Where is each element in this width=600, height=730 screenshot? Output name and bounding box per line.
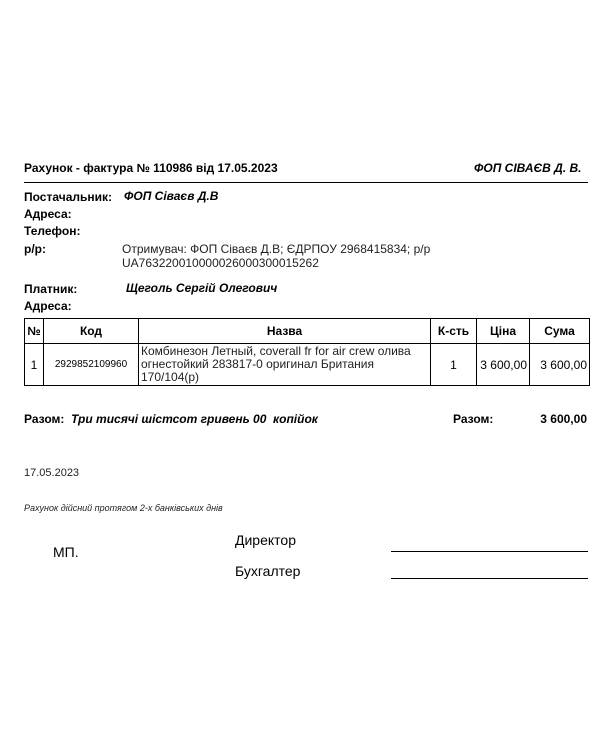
total-words-value: Три тисячі шістсот гривень 00 копійок: [71, 412, 318, 426]
seller-header: ФОП СІВАЄВ Д. В.: [474, 161, 582, 175]
row-price: 3 600,00: [477, 344, 530, 386]
accountant-label: Бухгалтер: [235, 563, 301, 579]
row-sum: 3 600,00: [530, 344, 590, 386]
header-price: Ціна: [477, 319, 530, 344]
supplier-value: ФОП Сіваєв Д.В: [124, 189, 219, 203]
payer-label: Платник:: [24, 282, 78, 296]
header-name: Назва: [139, 319, 431, 344]
table-row: [25, 344, 590, 386]
total-sum-value: 3 600,00: [540, 412, 587, 426]
payer-value: Щеголь Сергій Олегович: [126, 281, 278, 295]
total-sum-label: Разом:: [453, 412, 494, 426]
stamp-label: МП.: [53, 544, 79, 560]
header-sum: Сума: [530, 319, 590, 344]
supplier-label: Постачальник:: [24, 190, 112, 204]
items-table: [24, 318, 590, 386]
row-name: Комбинезон Летный, coverall fr for air crew олива огнестойкий 283817-0 оригинал Британия 170/104(р): [139, 344, 431, 386]
director-label: Директор: [235, 532, 296, 548]
footer-date: 17.05.2023: [24, 467, 80, 479]
table-header-row: [25, 319, 590, 344]
row-qty: 1: [431, 344, 477, 386]
supplier-phone-label: Телефон:: [24, 224, 81, 238]
title-divider: [24, 182, 588, 183]
supplier-account-line1: Отримувач: ФОП Сіваєв Д.В; ЄДРПОУ 2968415834; р/р: [122, 242, 431, 256]
header-num: №: [25, 319, 44, 344]
row-code: 2929852109960: [44, 344, 139, 386]
invoice-title: Рахунок - фактура № 110986 від 17.05.2023: [24, 161, 278, 175]
header-code: Код: [44, 319, 139, 344]
accountant-signature-line: [391, 578, 588, 579]
validity-note: Рахунок дійсний протягом 2-х банківських днів: [24, 503, 223, 513]
supplier-address-label: Адреса:: [24, 207, 72, 221]
payer-address-label: Адреса:: [24, 299, 72, 313]
header-qty: К-сть: [431, 319, 477, 344]
row-num: 1: [25, 344, 44, 386]
director-signature-line: [391, 551, 588, 552]
supplier-account-label: р/р:: [24, 242, 46, 256]
total-words-label: Разом:: [24, 412, 65, 426]
supplier-account-line2: UA763220010000026000300015262: [122, 256, 319, 270]
